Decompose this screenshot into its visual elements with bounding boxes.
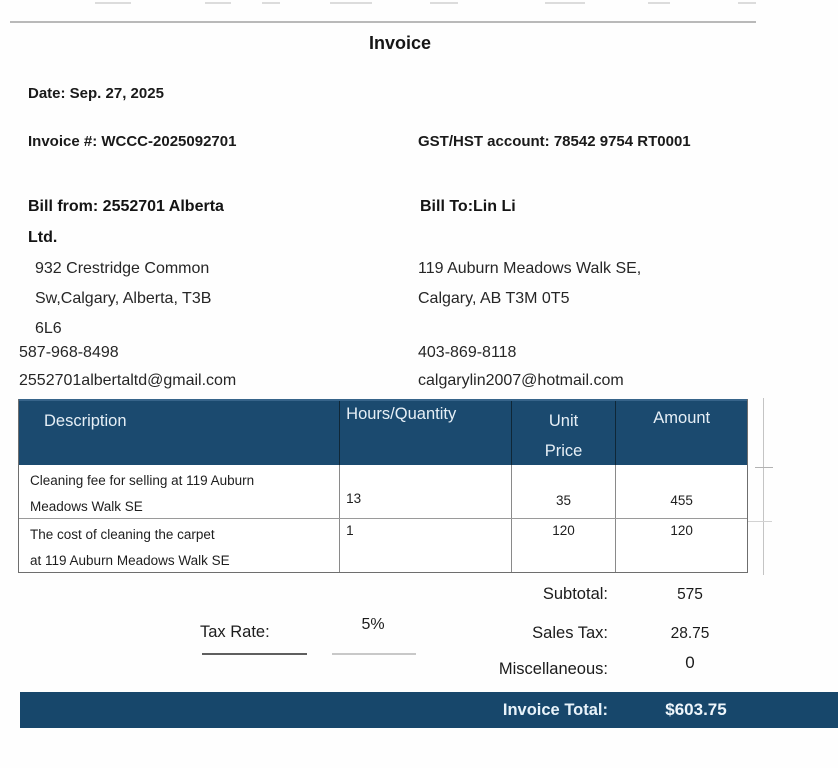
bill-from-heading-line2: Ltd. (28, 229, 58, 246)
invoice-total-bar (20, 692, 838, 728)
subtotal-value: 575 (677, 586, 703, 603)
tax-rate-value: 5% (361, 616, 385, 633)
page-title: Invoice (368, 33, 432, 53)
gridline-artifact (755, 467, 773, 468)
column-header-unit-price (512, 401, 617, 465)
tax-rate-value-underline (332, 653, 416, 655)
description-line: at 119 Auburn Meadows Walk SE (30, 553, 230, 568)
tax-rate-label: Tax Rate: (200, 623, 270, 641)
sales-tax-value: 28.75 (670, 625, 710, 642)
column-header-description: Description (19, 401, 340, 465)
miscellaneous-label: Miscellaneous: (498, 660, 608, 678)
scan-dash (205, 2, 231, 4)
gst-account: GST/HST account: 78542 9754 RT0001 (418, 133, 691, 150)
description-line: The cost of cleaning the carpet (30, 527, 215, 542)
amount-cell (616, 465, 747, 518)
description-line: Meadows Walk SE (30, 499, 143, 514)
bill-to-heading: Bill To:Lin Li (420, 198, 516, 215)
column-header-hours-quantity: Hours/Quantity (340, 401, 512, 465)
unit-price-value: 35 (555, 493, 572, 508)
table-row (19, 519, 747, 572)
bill-to-phone: 403-869-8118 (418, 344, 517, 361)
table-row (19, 465, 747, 519)
description-line: Cleaning fee for selling at 119 Auburn (30, 473, 255, 488)
amount-value: 120 (670, 523, 693, 538)
gridline-artifact (748, 521, 772, 522)
amount-value: 455 (670, 493, 693, 508)
line-items-table (18, 399, 748, 573)
column-header-amount: Amount (653, 409, 711, 427)
invoice-total-value: $603.75 (665, 700, 727, 719)
amount-cell (616, 519, 747, 572)
scan-dash (738, 2, 756, 4)
scan-dash (648, 2, 670, 4)
top-divider-line (10, 21, 756, 23)
quantity-value: 1 (346, 523, 354, 538)
quantity-value: 13 (346, 491, 362, 506)
unit-price-cell (512, 519, 617, 572)
bill-to-address-line1: 119 Auburn Meadows Walk SE, (418, 260, 642, 277)
quantity-cell (340, 465, 512, 518)
sales-tax-label: Sales Tax: (532, 624, 608, 642)
bill-to-address-line2: Calgary, AB T3M 0T5 (418, 290, 570, 307)
tax-rate-label-underline (202, 653, 307, 655)
description-cell (19, 519, 340, 572)
invoice-date: Date: Sep. 27, 2025 (28, 85, 164, 102)
scan-dash (545, 2, 585, 4)
invoice-number: Invoice #: WCCC-2025092701 (28, 133, 237, 150)
subtotal-label: Subtotal: (542, 585, 608, 603)
invoice-total-label: Invoice Total: (502, 701, 608, 719)
bill-from-heading-line1: Bill from: 2552701 Alberta (28, 198, 224, 215)
table-header-row (19, 399, 747, 465)
scan-dash (430, 2, 458, 4)
bill-from-email: 2552701albertaltd@gmail.com (19, 372, 237, 389)
gridline-artifact (763, 398, 764, 575)
scan-dash (95, 2, 131, 4)
unit-price-value: 120 (552, 523, 575, 538)
bill-from-address-line2: Sw,Calgary, Alberta, T3B (35, 290, 212, 307)
unit-price-header-label: Unit Price (544, 412, 583, 460)
bill-from-address-line3: 6L6 (35, 320, 62, 337)
scan-dash (262, 2, 280, 4)
bill-from-address-line1: 932 Crestridge Common (35, 260, 210, 277)
unit-price-cell (512, 465, 617, 518)
miscellaneous-value: 0 (685, 653, 695, 672)
description-cell (19, 465, 340, 518)
bill-from-phone: 587-968-8498 (19, 344, 119, 361)
bill-to-email: calgarylin2007@hotmail.com (418, 372, 624, 389)
quantity-cell (340, 519, 512, 572)
scan-dash (330, 2, 372, 4)
